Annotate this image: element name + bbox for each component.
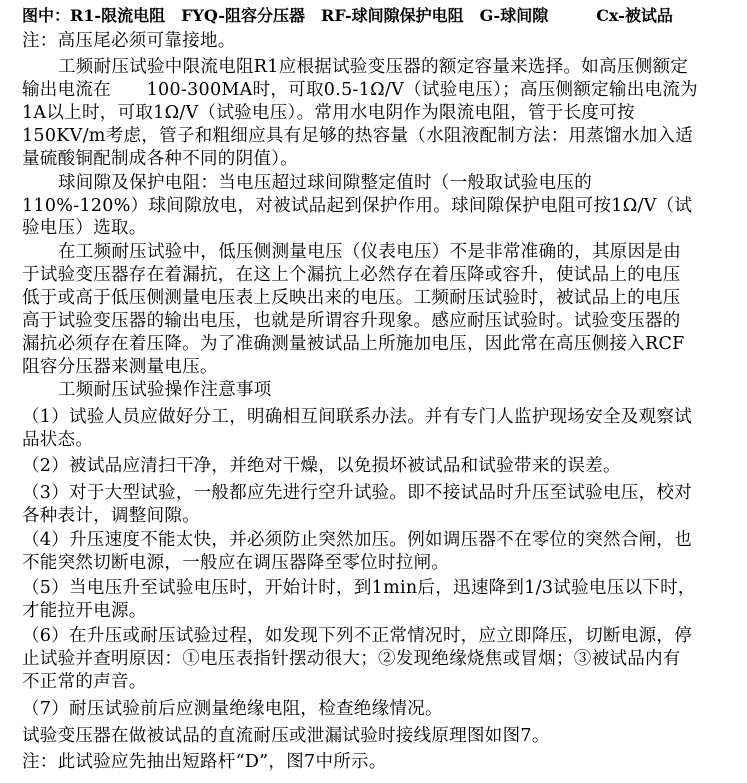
- note-ground: 注：高压尾必须可靠接地。: [22, 31, 236, 51]
- list-item: （7）耐压试验前后应测量绝缘电阻，检查绝缘情况。: [22, 699, 443, 719]
- list-item: （2）被试品应清扫干净，并绝对干燥，以免损坏被试品和试验带来的误差。: [22, 456, 621, 476]
- paragraph-line: 1A以上时，可取1Ω/V（试验电压）。常用水电阴作为限流电阻，管于长度可按: [22, 103, 635, 123]
- paragraph-line: 于试验变压器存在着漏抗，在这上个漏抗上必然存在着压降或容升，使试品上的电压: [22, 265, 681, 285]
- list-item: （6）在升压或耐压试验过程，如发现下列不正常情况时，应立即降压，切断电源，停: [22, 626, 693, 646]
- paragraph-line: 阻容分压器来测量电压。: [22, 357, 218, 377]
- list-item: （5）当电压升至试验电压时，开始计时，到1min后，迅速降到1/3试验电压以下时，: [22, 578, 696, 598]
- list-item-continuation: 不正常的声音。: [22, 672, 147, 692]
- paragraph-line: 验电压）选取。: [22, 218, 147, 238]
- section-heading: 工频耐压试验操作注意事项: [58, 380, 272, 400]
- list-item-continuation: 才能拉开电源。: [22, 601, 147, 621]
- paragraph-line: 量硫酸铜配制成各种不同的阴值）。: [22, 149, 299, 169]
- list-item-continuation: 不能突然切断电源，一般应在调压器降至零位时拉闸。: [22, 553, 450, 573]
- paragraph-line: 输出电流在 100-300MA时，可取0.5-1Ω/V（试验电压）；高压侧额定输出电流为: [22, 80, 698, 100]
- list-item: （4）升压速度不能太快，并必须防止突然加压。例如调压器不在零位的突然合闸，也: [22, 530, 693, 550]
- paragraph-line: 110%-120%）球间隙放电，对被试品起到保护作用。球间隙保护电阻可按1Ω/V（试: [22, 196, 693, 216]
- paragraph-line: 150KV/m考虑，管子和粗细应具有足够的热容量（水阻液配制方法：用蒸馏水加入适: [22, 126, 694, 146]
- figure-caption: 图中：R1-限流电阻 FYQ-阻容分压器 RF-球间隙保护电阻 G-球间隙 Cx-被试品: [22, 6, 673, 25]
- list-item: （3）对于大型试验，一般都应先进行空升试验。即不接试品时升压至试验电压，校对: [22, 483, 693, 503]
- paragraph-line: 工频耐压试验中限流电阻R1应根据试验变压器的额定容量来选择。如高压侧额定: [58, 57, 689, 77]
- paragraph-line: 高于试验变压器的输出电压，也就是所谓容升现象。感应耐压试验时。试验变压器的: [22, 311, 681, 331]
- paragraph-line: 在工频耐压试验中，低压侧测量电压（仪表电压）不是非常准确的，其原因是由: [58, 242, 681, 262]
- note-short-circuit-rod: 注：此试验应先抽出短路杆“D”，图7中所示。: [22, 752, 387, 772]
- list-item-continuation: 品状态。: [22, 430, 94, 450]
- list-item: （1）试验人员应做好分工，明确相互间联系办法。并有专门人监护现场安全及观察试: [22, 407, 693, 427]
- paragraph-line: 试验变压器在做被试品的直流耐压或泄漏试验时接线原理图如图7。: [22, 726, 550, 746]
- paragraph-line: 球间隙及保护电阻：当电压超过球间隙整定值时（一般取试验电压的: [58, 173, 592, 193]
- paragraph-line: 漏抗必须存在着压降。为了准确测量被试品上所施加电压，因此常在高压侧接入RCF: [22, 334, 685, 354]
- paragraph-line: 低于或高于低压侧测量电压表上反映出来的电压。工频耐压试验时，被试品上的电压: [22, 288, 681, 308]
- list-item-continuation: 各种表计，调整间隙。: [22, 506, 200, 526]
- list-item-continuation: 止试验并查明原因：①电压表指针摆动很大；②发现绝缘烧焦或冒烟；③被试品内有: [22, 649, 681, 669]
